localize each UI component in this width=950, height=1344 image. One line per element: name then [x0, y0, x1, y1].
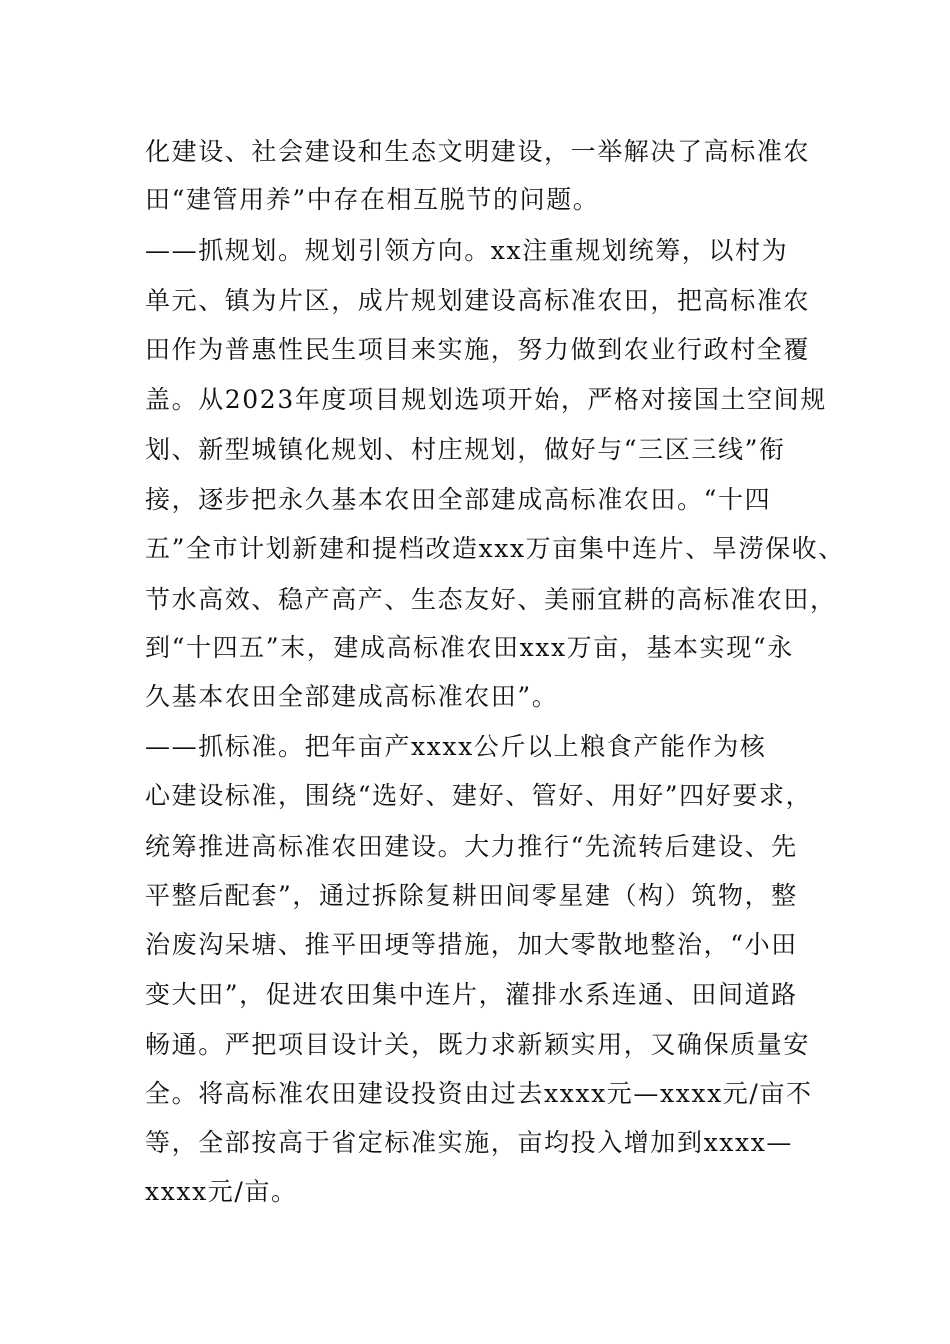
text-line: 变大田”，促进农田集中连片，灌排水系连通、田间道路: [145, 980, 798, 1009]
text-line: 田“建管用养”中存在相互脱节的问题。: [145, 185, 600, 214]
text-line: 化建设、社会建设和生态文明建设，一举解决了高标准农: [145, 137, 811, 166]
text-line: 划、新型城镇化规划、村庄规划，做好与“三区三线”衔: [145, 435, 786, 464]
text-line: 节水高效、稳产高产、生态友好、美丽宜耕的高标准农田，: [145, 585, 837, 614]
text-line: ——抓标准。把年亩产xxxx公斤以上粮食产能作为核: [145, 732, 767, 761]
text-line: 畅通。严把项目设计关，既力求新颖实用，又确保质量安: [145, 1030, 811, 1059]
text-line: 治废沟呆塘、推平田埂等措施，加大零散地整治，“小田: [145, 930, 798, 959]
text-line: 平整后配套”，通过拆除复耕田间零星建（构）筑物，整: [145, 881, 798, 910]
text-line: 接，逐步把永久基本农田全部建成高标准农田。“十四: [145, 485, 772, 514]
text-line: 统筹推进高标准农田建设。大力推行“先流转后建设、先: [145, 832, 798, 861]
text-line: 田作为普惠性民生项目来实施，努力做到农业行政村全覆: [145, 335, 811, 364]
text-line: 盖。从2023年度项目规划选项开始，严格对接国土空间规: [145, 385, 827, 414]
text-line: xxxx元/亩。: [145, 1177, 298, 1206]
text-line: 久基本农田全部建成高标准农田”。: [145, 682, 559, 711]
text-line: 全。将高标准农田建设投资由过去xxxx元—xxxx元/亩不: [145, 1079, 813, 1108]
text-line: 单元、镇为片区，成片规划建设高标准农田，把高标准农: [145, 286, 811, 315]
text-line: ——抓规划。规划引领方向。xx注重规划统筹，以村为: [145, 236, 789, 265]
text-line: 到“十四五”末，建成高标准农田xxx万亩，基本实现“永: [145, 633, 794, 662]
text-line: 心建设标准，围绕“选好、建好、管好、用好”四好要求，: [145, 781, 813, 810]
text-line: 等，全部按高于省定标准实施，亩均投入增加到xxxx—: [145, 1128, 793, 1157]
text-line: 五”全市计划新建和提档改造xxx万亩集中连片、旱涝保收、: [145, 534, 845, 563]
